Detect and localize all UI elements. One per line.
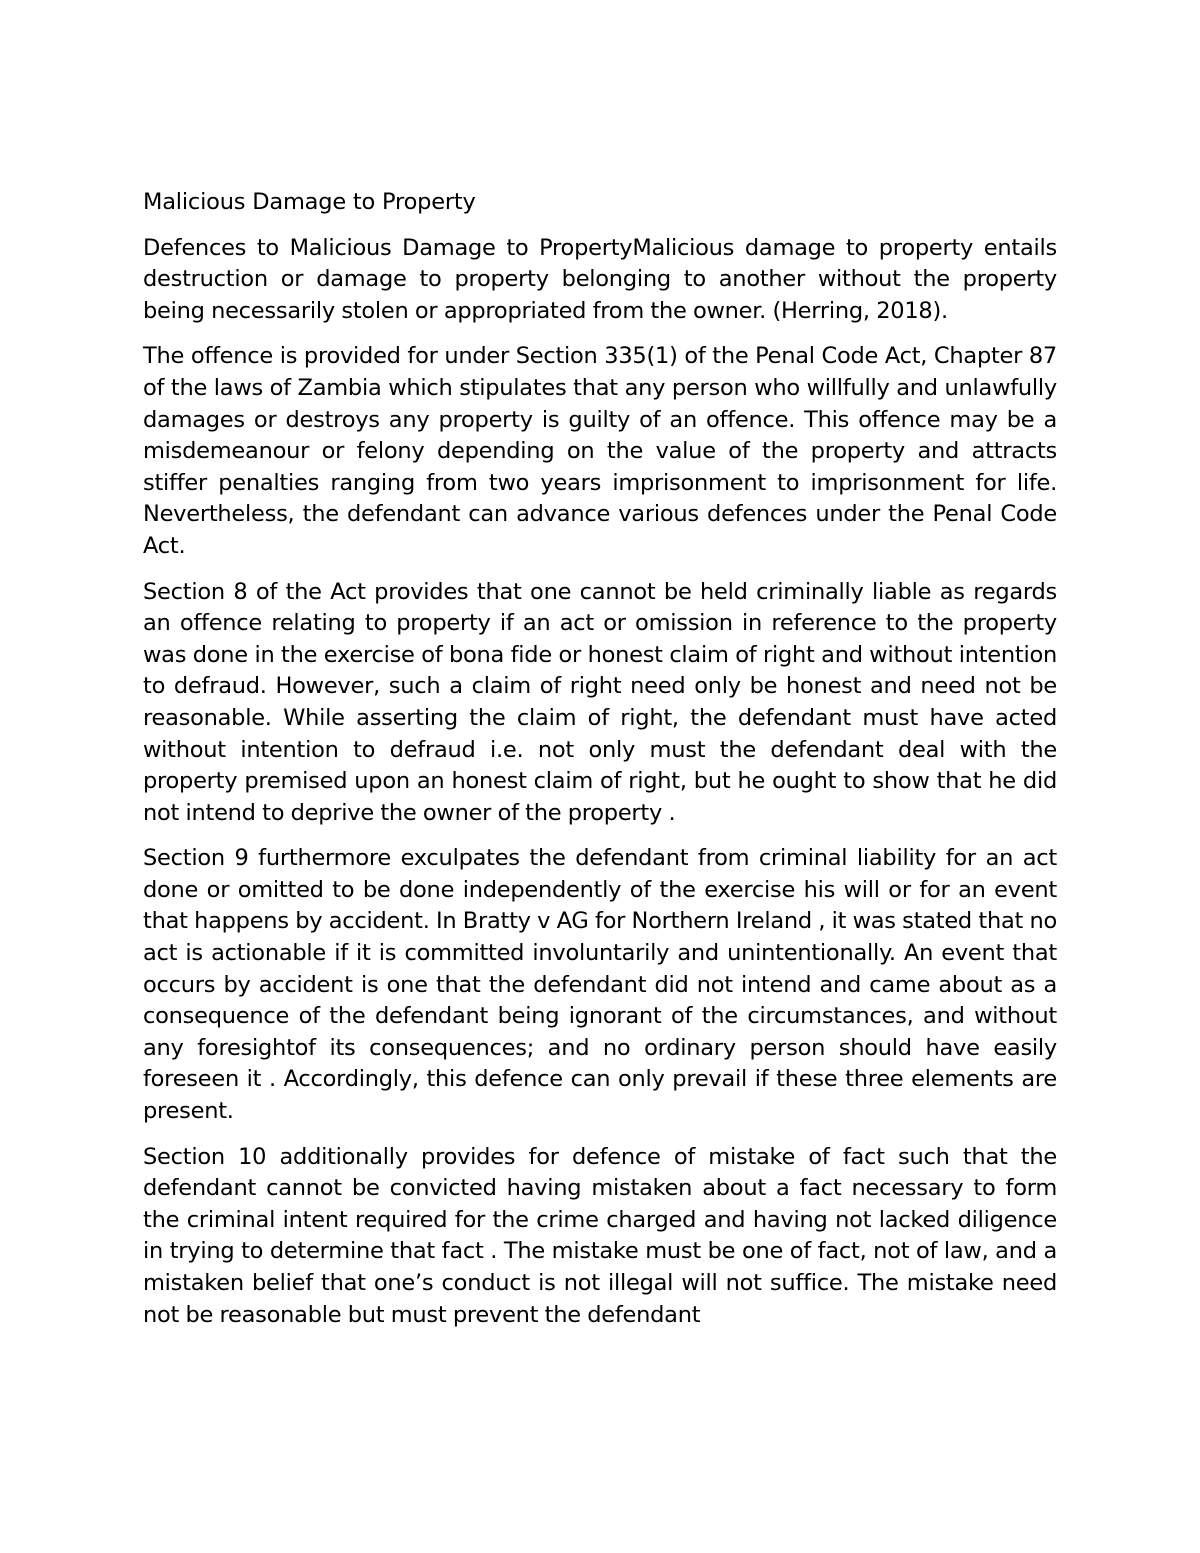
document-title: Malicious Damage to Property [143,189,476,215]
document-page [143,187,1057,1345]
paragraph-intro: Defences to Malicious Damage to PropertyMalicious damage to property entails destruction or damage to property belonging to another without the property being necessarily stolen or appropriated from the owner. (Herring, 2018). [143,234,1057,324]
paragraph-section-10: Section 10 additionally provides for defence of mistake of fact such that the defendant cannot be convicted having mistaken about a fact necessary to form the criminal intent required for the crime charged and having not lacked diligence in trying to determine that fact . The mistake must be one of fact, not of law, and a mistaken belief that one’s conduct is not illegal will not suffice. The mistake need not be reasonable but must prevent the defendant [143,1143,1057,1328]
paragraph-section-335: The offence is provided for under Section 335(1) of the Penal Code Act, Chapter 87 of the laws of Zambia which stipulates that any person who willfully and unlawfully damages or destroys any property is guilty of an offence. This offence may be a misdemeanour or felony depending on the value of the property and attracts stiffer penalties ranging from two years imprisonment to imprisonment for life. Nevertheless, the defendant can advance various defences under the Penal Code Act. [143,343,1057,559]
paragraph-section-9: Section 9 furthermore exculpates the defendant from criminal liability for an act done or omitted to be done independently of the exercise his will or for an event that happens by accident. In Bratty v AG for Northern Ireland , it was stated that no act is actionable if it is committed involuntarily and unintentionally. An event that occurs by accident is one that the defendant did not intend and came about as a consequence of the defendant being ignorant of the circumstances, and without any foresightof its consequences; and no ordinary person should have easily foreseen it . Accordingly, this defence can only prevail if these three elements are present. [143,845,1057,1125]
paragraph-section-8: Section 8 of the Act provides that one cannot be held criminally liable as regards an offence relating to property if an act or omission in reference to the property was done in the exercise of bona fide or honest claim of right and without intention to defraud. However, such a claim of right need only be honest and need not be reasonable. While asserting the claim of right, the defendant must have acted without intention to defraud i.e. not only must the defendant deal with the property premised upon an honest claim of right, but he ought to show that he did not intend to deprive the owner of the property . [143,578,1057,826]
